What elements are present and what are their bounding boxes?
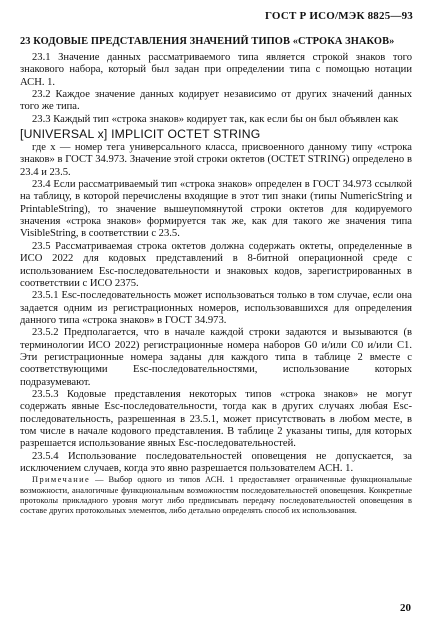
asn-declaration: [UNIVERSAL x] IMPLICIT OCTET STRING: [20, 127, 261, 142]
paragraph-23-5-4: 23.5.4 Использование последовательностей оповещения не допускается, за исключением случаев, когда это явно разрешается пользователем АСН. 1.: [20, 450, 412, 474]
note-label: Примечание: [32, 475, 91, 485]
paragraph-23-3: 23.3 Каждый тип «строка знаков» кодирует так, как если бы он был объявлен как: [32, 113, 399, 125]
paragraph-23-5: 23.5 Рассматриваемая строка октетов должна содержать октеты, определенные в ИСО 2022 для кодовых представлений в 8-битной операционной среде с использованием Esc-последовательности и знаковых кодов, зарегистрированных в соответствии с ИСО 2375.: [20, 240, 412, 289]
paragraph-23-4: 23.4 Если рассматриваемый тип «строка знаков» определен в ГОСТ 34.973 ссылкой на таблицу, в которой перечислены входящие в этот тип знаки (типы NumericString и PrintableString), то значение вышеупомянутой строки октетов для кодируемого значения «строка знаков» формируется так же, как для такого же значения типа VisibleString, в соответствии с 23.5.: [20, 179, 412, 240]
body-text: [20, 52, 412, 516]
page-number: 20: [400, 602, 411, 614]
paragraph-23-2: 23.2 Каждое значение данных кодирует независимо от других значений данных того же типа.: [20, 89, 412, 113]
note: [20, 475, 412, 516]
paragraph-23-5-1: 23.5.1 Esc-последовательность может использоваться только в том случае, если она задается одним из регистрационных номеров, использовавшихся для определения данного типа «строка знаков» в ГОСТ 34.973.: [20, 290, 412, 326]
note-text: — Выбор одного из типов АСН. 1 предоставляет ограниченные функциональные возможности, аналогичные функциональным возможностям последовательностей оповещения. Конкретные протоколы прикладного уровня могут либо предписывать передачу последовательностей оповещения в составе других протокольных элементов, либо детально определять способ их использования.: [20, 475, 412, 515]
paragraph-23-5-2: 23.5.2 Предполагается, что в начале каждой строки задаются и вызываются (в терминологии ИСО 2022) регистрационные номера наборов G0 и/или C0 и/или C1. Эти регистрационные номера заданы для каждого типа в таблице 2 вместе с соответствующими Esc-последовательностями, использование которых подразумевают.: [20, 327, 412, 388]
running-header: ГОСТ Р ИСО/МЭК 8825—93: [265, 10, 413, 22]
paragraph-where-x: где x — номер тега универсального класса, присвоенного данному типу «строка знаков» в ГОСТ 34.973. Значение этой строки октетов (OCTET STRING) определено в 23.4 и 23.5.: [20, 142, 412, 178]
section-title: 23 КОДОВЫЕ ПРЕДСТАВЛЕНИЯ ЗНАЧЕНИЙ ТИПОВ «СТРОКА ЗНАКОВ»: [20, 36, 395, 47]
paragraph-23-5-3: 23.5.3 Кодовые представления некоторых типов «строка знаков» не могут содержать явные Esc-последовательности, тогда как в других случаях любая Esc-последовательность, разрешенная в 23.5.1, может присутствовать в любом месте, в том числе в начале кодового представления. В таблице 2 указаны типы, для которых разрешается использование явных Esc-последовательностей.: [20, 388, 412, 450]
paragraph-23-1: 23.1 Значение данных рассматриваемого типа является строкой знаков того знакового набора, который был задан при определении типа с помощью нотации АСН. 1.: [20, 52, 412, 88]
